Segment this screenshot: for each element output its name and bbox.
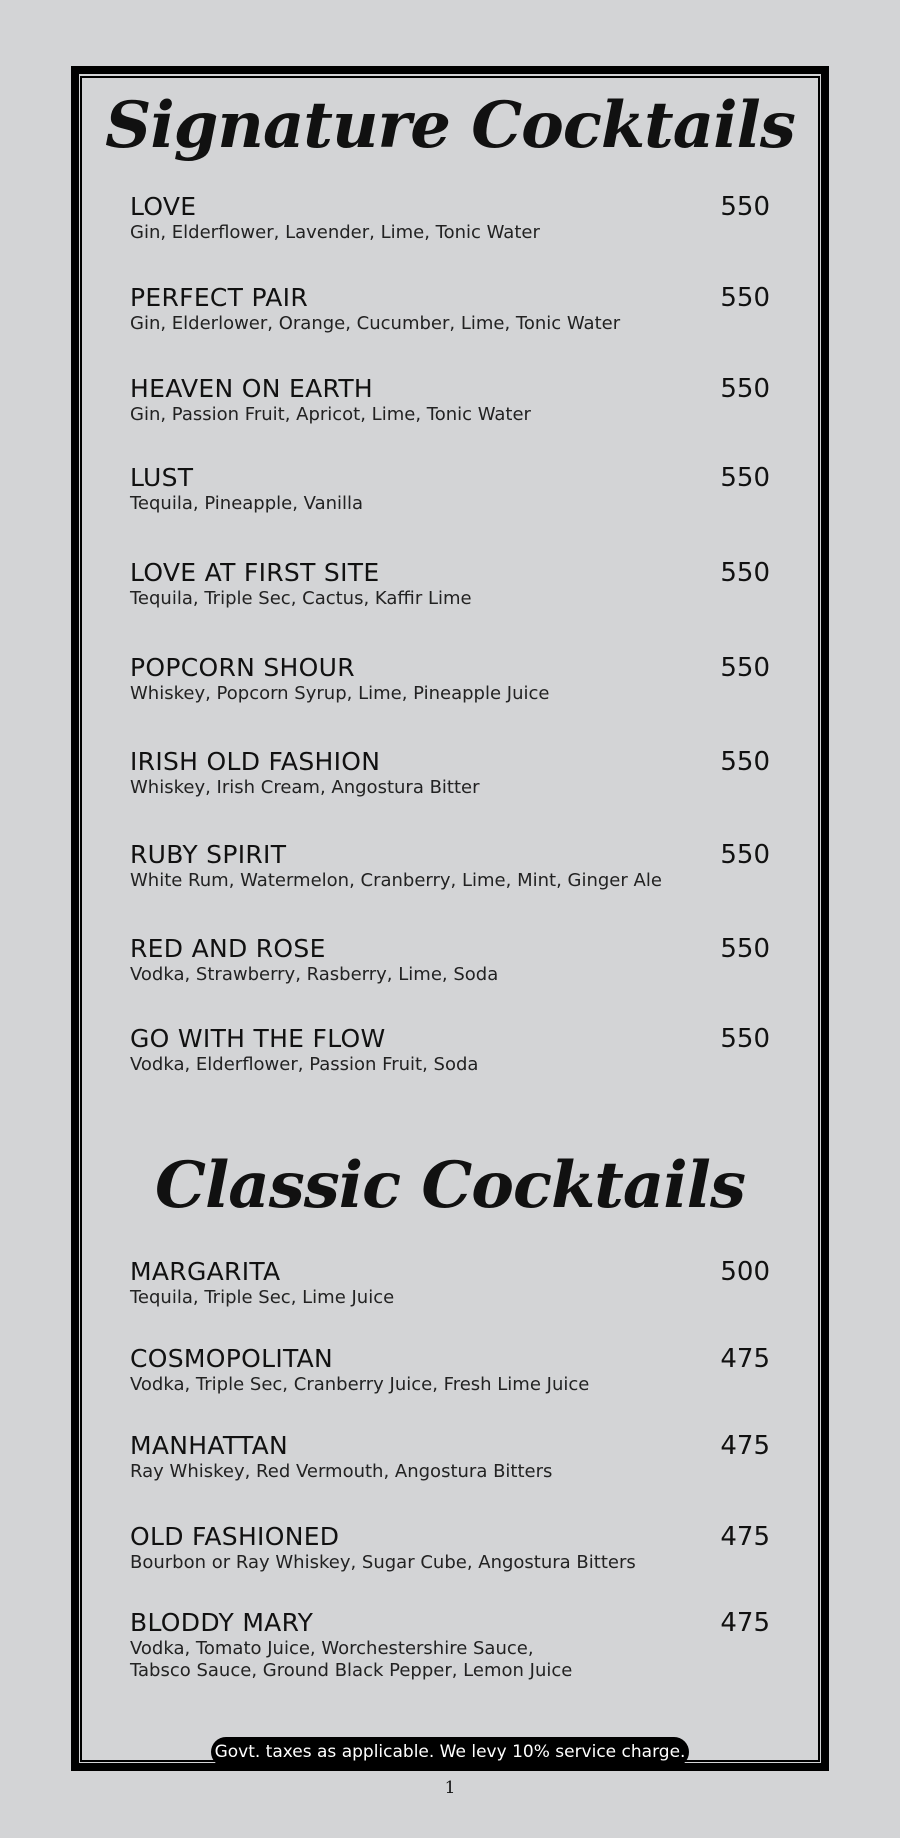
menu-item — [130, 934, 770, 986]
classic-section-title: Classic Cocktails — [155, 1148, 745, 1223]
item-name: RUBY SPIRIT — [130, 840, 287, 869]
item-name: PERFECT PAIR — [130, 283, 309, 312]
item-price: 500 — [720, 1257, 770, 1287]
item-price: 475 — [720, 1344, 770, 1374]
menu-item — [130, 192, 770, 244]
menu-item — [130, 1257, 770, 1309]
item-description: Tequila, Pineapple, Vanilla — [130, 493, 364, 514]
item-description: Gin, Elderflower, Lavender, Lime, Tonic Water — [130, 222, 540, 243]
item-description: Vodka, Tomato Juice, Worchestershire Sauce, Tabsco Sauce, Ground Black Pepper, Lemon Juice — [130, 1638, 573, 1681]
item-price: 550 — [720, 840, 770, 870]
item-price: 475 — [720, 1608, 770, 1638]
item-description: Gin, Passion Fruit, Apricot, Lime, Tonic Water — [130, 404, 531, 425]
item-name: RED AND ROSE — [130, 934, 326, 963]
menu-item — [130, 283, 770, 335]
menu-item — [130, 1024, 770, 1076]
item-name: IRISH OLD FASHION — [130, 747, 381, 776]
item-price: 550 — [720, 283, 770, 313]
item-name: MARGARITA — [130, 1257, 281, 1286]
menu-item — [130, 1608, 770, 1682]
page-number: 1 — [444, 1778, 456, 1798]
item-name: GO WITH THE FLOW — [130, 1024, 386, 1053]
item-price: 550 — [720, 934, 770, 964]
menu-item — [130, 374, 770, 426]
service-charge-note: Govt. taxes as applicable. We levy 10% service charge. — [211, 1737, 689, 1767]
menu-item — [130, 747, 770, 799]
menu-item — [130, 653, 770, 705]
signature-section-title: Signature Cocktails — [105, 88, 795, 163]
item-price: 475 — [720, 1431, 770, 1461]
item-description: Whiskey, Irish Cream, Angostura Bitter — [130, 777, 480, 798]
item-name: POPCORN SHOUR — [130, 653, 355, 682]
item-description: Whiskey, Popcorn Syrup, Lime, Pineapple Juice — [130, 683, 550, 704]
menu-item — [130, 1431, 770, 1483]
item-name: LUST — [130, 463, 194, 492]
item-name: COSMOPOLITAN — [130, 1344, 334, 1373]
menu-item — [130, 840, 770, 892]
item-name: MANHATTAN — [130, 1431, 288, 1460]
menu-item — [130, 558, 770, 610]
item-price: 550 — [720, 192, 770, 222]
item-price: 550 — [720, 747, 770, 777]
item-name: LOVE — [130, 192, 197, 221]
menu-item — [130, 1522, 770, 1574]
item-price: 475 — [720, 1522, 770, 1552]
item-description: Tequila, Triple Sec, Cactus, Kaffir Lime — [130, 588, 472, 609]
item-price: 550 — [720, 463, 770, 493]
item-name: LOVE AT FIRST SITE — [130, 558, 380, 587]
item-name: BLODDY MARY — [130, 1608, 314, 1637]
item-description: Bourbon or Ray Whiskey, Sugar Cube, Angostura Bitters — [130, 1552, 636, 1573]
item-description: Ray Whiskey, Red Vermouth, Angostura Bitters — [130, 1461, 553, 1482]
item-description: Tequila, Triple Sec, Lime Juice — [130, 1287, 395, 1308]
item-price: 550 — [720, 374, 770, 404]
item-name: HEAVEN ON EARTH — [130, 374, 373, 403]
item-price: 550 — [720, 653, 770, 683]
menu-item — [130, 463, 770, 515]
item-description: Vodka, Triple Sec, Cranberry Juice, Fresh Lime Juice — [130, 1374, 590, 1395]
item-description: Vodka, Elderflower, Passion Fruit, Soda — [130, 1054, 479, 1075]
item-description: Vodka, Strawberry, Rasberry, Lime, Soda — [130, 964, 499, 985]
item-price: 550 — [720, 1024, 770, 1054]
item-description: White Rum, Watermelon, Cranberry, Lime, Mint, Ginger Ale — [130, 870, 662, 891]
menu-item — [130, 1344, 770, 1396]
item-price: 550 — [720, 558, 770, 588]
item-description: Gin, Elderlower, Orange, Cucumber, Lime, Tonic Water — [130, 313, 621, 334]
item-name: OLD FASHIONED — [130, 1522, 340, 1551]
